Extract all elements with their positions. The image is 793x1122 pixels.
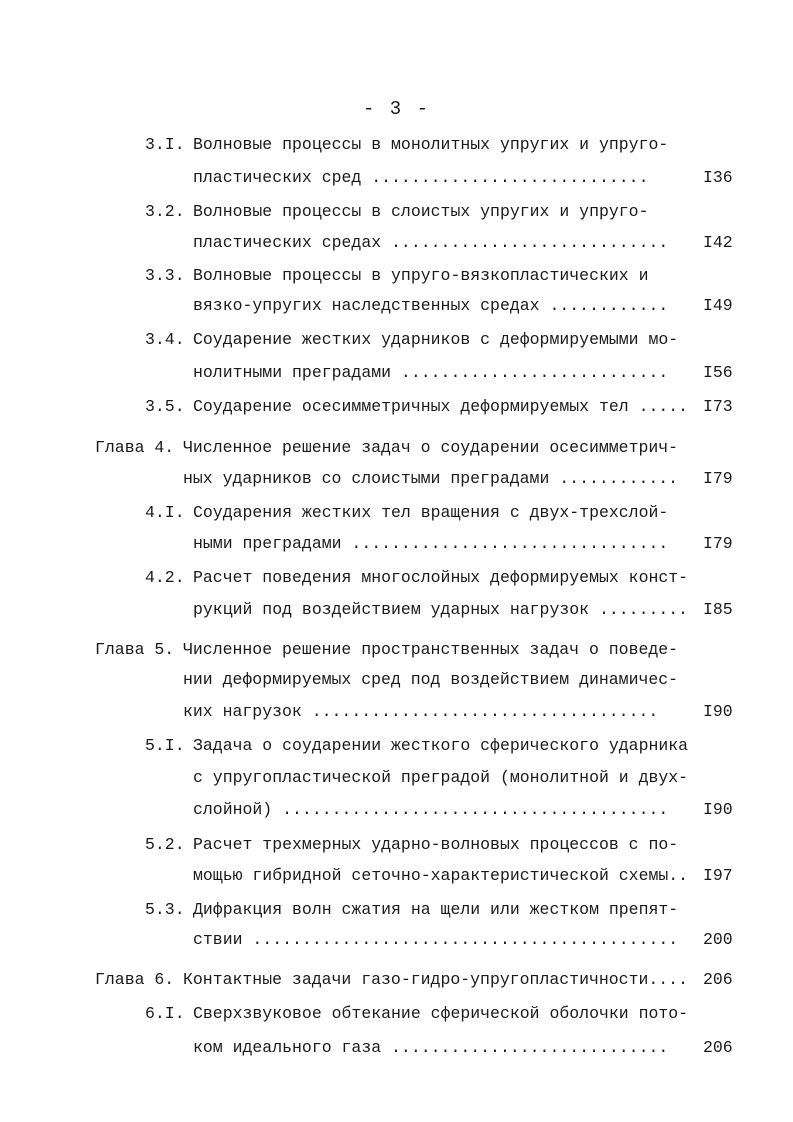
toc-entry-title: Волновые процессы в упруго-вязкопластических и [193, 266, 649, 285]
toc-entry-title: вязко-упругих наследственных средах ............ [193, 296, 669, 315]
toc-page-ref: 206 [703, 1038, 733, 1057]
toc-entry-title: рукций под воздействием ударных нагрузок ......... [193, 600, 689, 619]
toc-entry-number: 3.5. [145, 397, 185, 416]
toc-page-ref: I49 [703, 296, 733, 315]
toc-entry-title: Задача о соударении жесткого сферического ударника [193, 736, 689, 755]
toc-page-ref: I56 [703, 363, 733, 382]
toc-entry-number: 4.2. [145, 568, 185, 587]
toc-page-ref: I85 [703, 600, 733, 619]
toc-entry-title: Соударение осесимметричных деформируемых тел ..... [193, 397, 689, 416]
toc-entry-title: ными преградами ................................ [193, 534, 669, 553]
toc-page-ref: I79 [703, 534, 733, 553]
toc-entry-title: Дифракция волн сжатия на щели или жестком препят- [193, 900, 679, 919]
toc-page-ref: I90 [703, 800, 733, 819]
toc-entry-title: с упругопластической преградой (монолитной и двух- [193, 768, 689, 787]
toc-entry-number: 4.I. [145, 503, 185, 522]
toc-entry-number: 6.I. [145, 1004, 185, 1023]
toc-entry-title: ствии ........................................... [193, 930, 679, 949]
chapter-number: Глава 5. [95, 640, 175, 659]
toc-entry-title: мощью гибридной сеточно-характеристической схемы.. [193, 866, 689, 885]
toc-entry-number: 3.4. [145, 330, 185, 349]
toc-page-ref: 206 [703, 970, 733, 989]
toc-entry-title: Соударение жестких ударников с деформируемыми мо- [193, 330, 679, 349]
toc-page-ref: I79 [703, 469, 733, 488]
chapter-title: нии деформируемых сред под воздействием динамичес- [183, 670, 679, 689]
toc-entry-title: Расчет поведения многослойных деформируемых конст- [193, 568, 689, 587]
toc-entry-title: Расчет трехмерных ударно-волновых процессов с по- [193, 835, 679, 854]
chapter-title: ных ударников со слоистыми преградами ............ [183, 469, 679, 488]
toc-entry-number: 5.3. [145, 900, 185, 919]
toc-entry-title: Волновые процессы в слоистых упругих и упруго- [193, 202, 649, 221]
chapter-title: Численное решение пространственных задач о поведе- [183, 640, 679, 659]
toc-page-ref: I42 [703, 233, 733, 252]
toc-entry-number: 3.I. [145, 135, 185, 154]
toc-entry-title: слойной) ....................................... [193, 800, 669, 819]
toc-page-ref: I97 [703, 866, 733, 885]
toc-entry-number: 5.2. [145, 835, 185, 854]
page-number: - 3 - [362, 98, 430, 120]
chapter-title: ких нагрузок ................................... [183, 702, 659, 721]
chapter-number: Глава 6. [95, 970, 175, 989]
toc-entry-title: ком идеального газа ............................ [193, 1038, 669, 1057]
chapter-title: Численное решение задач о соударении осесимметрич- [183, 438, 679, 457]
chapter-number: Глава 4. [95, 438, 175, 457]
toc-entry-number: 3.2. [145, 202, 185, 221]
chapter-title: Контактные задачи газо-гидро-упругопластичности.... [183, 970, 688, 989]
toc-entry-title: Сверхзвуковое обтекание сферической оболочки пото- [193, 1004, 689, 1023]
toc-page-ref: 200 [703, 930, 733, 949]
toc-entry-title: пластических средах ............................ [193, 233, 669, 252]
toc-entry-title: пластических сред ............................ [193, 168, 649, 187]
toc-entry-title: Соударения жестких тел вращения с двух-трехслой- [193, 503, 669, 522]
toc-entry-number: 3.3. [145, 266, 185, 285]
toc-entry-number: 5.I. [145, 736, 185, 755]
toc-page-ref: I90 [703, 702, 733, 721]
toc-entry-title: Волновые процессы в монолитных упругих и упруго- [193, 135, 669, 154]
toc-page-ref: I73 [703, 397, 733, 416]
toc-entry-title: нолитными преградами ........................... [193, 363, 669, 382]
toc-page-ref: I36 [703, 168, 733, 187]
